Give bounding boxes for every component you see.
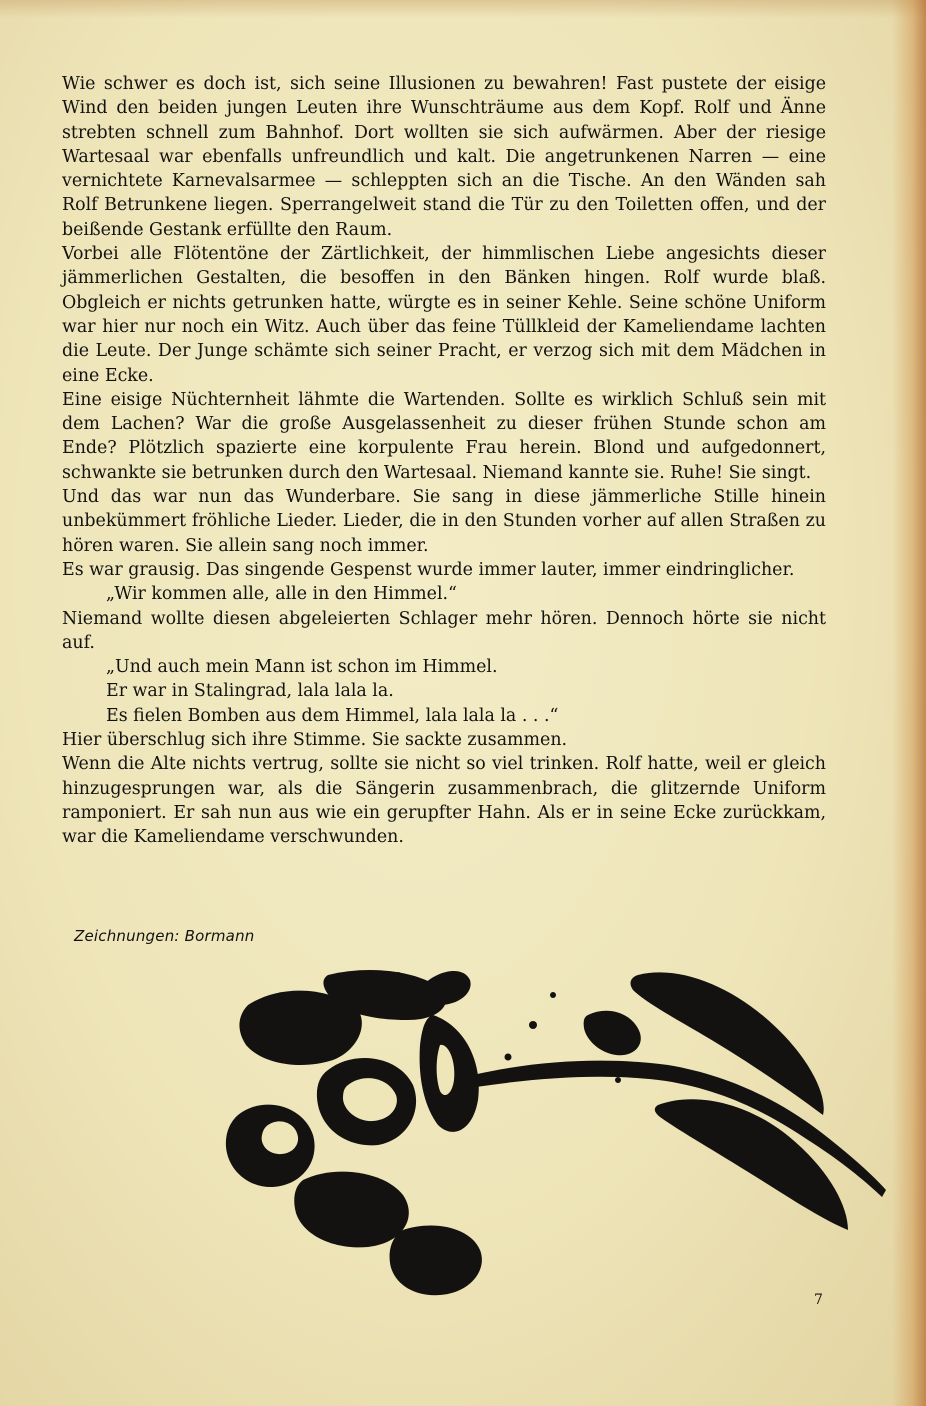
song-verse-2-line-1: „Und auch mein Mann ist schon im Himmel. bbox=[106, 657, 498, 678]
page-number: 7 bbox=[814, 1292, 823, 1308]
paragraph-7: Hier überschlug sich ihre Stimme. Sie sackte zusammen. bbox=[62, 730, 568, 751]
ink-dot-5 bbox=[550, 992, 556, 998]
paragraph-1: Wie schwer es doch ist, sich seine Illusionen zu bewahren! Fast pustete der eisige Wind den beiden jungen Leuten ihre Wunschträume aus dem Kopf. Rolf und Änne strebten schnell zum Bahnhof. Dort wollten sie sich aufwärmen. Aber der riesige Wartesaal war ebenfalls unfreundlich und kalt. Die angetrunkenen Narren — eine vernichtete Karnevalsarmee — schleppten sich an die Tische. An den Wänden sah Rolf Betrunkene liegen. Sperrangelweit stand die Tür zu den Toiletten offen, und der beißende Gestank erfüllte den Raum. bbox=[62, 74, 826, 240]
rose-petal-tip bbox=[422, 971, 471, 1005]
paragraph-3: Eine eisige Nüchternheit lähmte die Wartenden. Sollte es wirklich Schluß sein mit dem Lachen? War die große Ausgelassenheit zu dieser frühen Stunde schon am Ende? Plötzlich spazierte eine korpulente Frau herein. Blond und aufgedonnert, schwankte sie betrunken durch den Wartesaal. Niemand kannte sie. Ruhe! Sie singt. bbox=[62, 389, 826, 483]
paragraph-5: Es war grausig. Das singende Gespenst wurde immer lauter, immer eindringlicher. bbox=[62, 559, 795, 580]
paragraph-2: Vorbei alle Flötentöne der Zärtlichkeit, der himmlischen Liebe angesichts dieser jämmerlichen Gestalten, die besoffen in den Bänken hingen. Rolf wurde blaß. Obgleich er nichts getrunken hatte, würgte es in seiner Kehle. Seine schöne Uniform war hier nur noch ein Witz. Auch über das feine Tüllkleid der Kameliendame lachten die Leute. Der Junge schämte sich seiner Pracht, er verzog sich mit dem Mädchen in eine Ecke. bbox=[62, 244, 826, 386]
song-verse-2-line-3: Es fielen Bomben aus dem Himmel, lala lala la . . .“ bbox=[106, 705, 559, 726]
rose-petal-bottom-right bbox=[390, 1226, 482, 1296]
ink-dot-3 bbox=[615, 1077, 621, 1083]
paragraph-8: Wenn die Alte nichts vertrug, sollte sie nicht so viel trinken. Rolf hatte, weil er gleich hinzugesprungen war, als die Sängerin zusammenbrach, die glitzernde Uniform ramponiert. Er sah nun aus wie ein gerupfter Hahn. Als er in seine Ecke zurückkam, war die Kameliendame verschwunden. bbox=[62, 754, 826, 848]
song-verse-1: „Wir kommen alle, alle in den Himmel.“ bbox=[106, 584, 457, 605]
song-verse-2-line-2: Er war in Stalingrad, lala lala la. bbox=[106, 681, 394, 702]
paper-edge-discoloration bbox=[892, 0, 926, 1406]
ink-dot-1 bbox=[393, 972, 403, 982]
paragraph-4: Und das war nun das Wunderbare. Sie sang in diese jämmerliche Stille hinein unbekümmert fröhliche Lieder. Lieder, die in den Stunden vorher auf allen Straßen zu hören waren. Sie allein sang noch immer. bbox=[62, 487, 826, 556]
ink-dot-2 bbox=[529, 1021, 537, 1029]
paper-top-shading bbox=[0, 0, 926, 18]
illustration-credit: Zeichnungen: Bormann bbox=[74, 927, 255, 945]
article-body bbox=[62, 72, 826, 850]
ink-rose-drawing-icon bbox=[208, 965, 888, 1325]
ink-dot-4 bbox=[505, 1054, 512, 1061]
rose-leaf-right bbox=[655, 1099, 848, 1230]
rose-leaf-small bbox=[584, 1011, 641, 1056]
paragraph-6: Niemand wollte diesen abgeleierten Schlager mehr hören. Dennoch hörte sie nicht auf. bbox=[62, 608, 826, 653]
rose-petal-lower bbox=[294, 1172, 409, 1248]
